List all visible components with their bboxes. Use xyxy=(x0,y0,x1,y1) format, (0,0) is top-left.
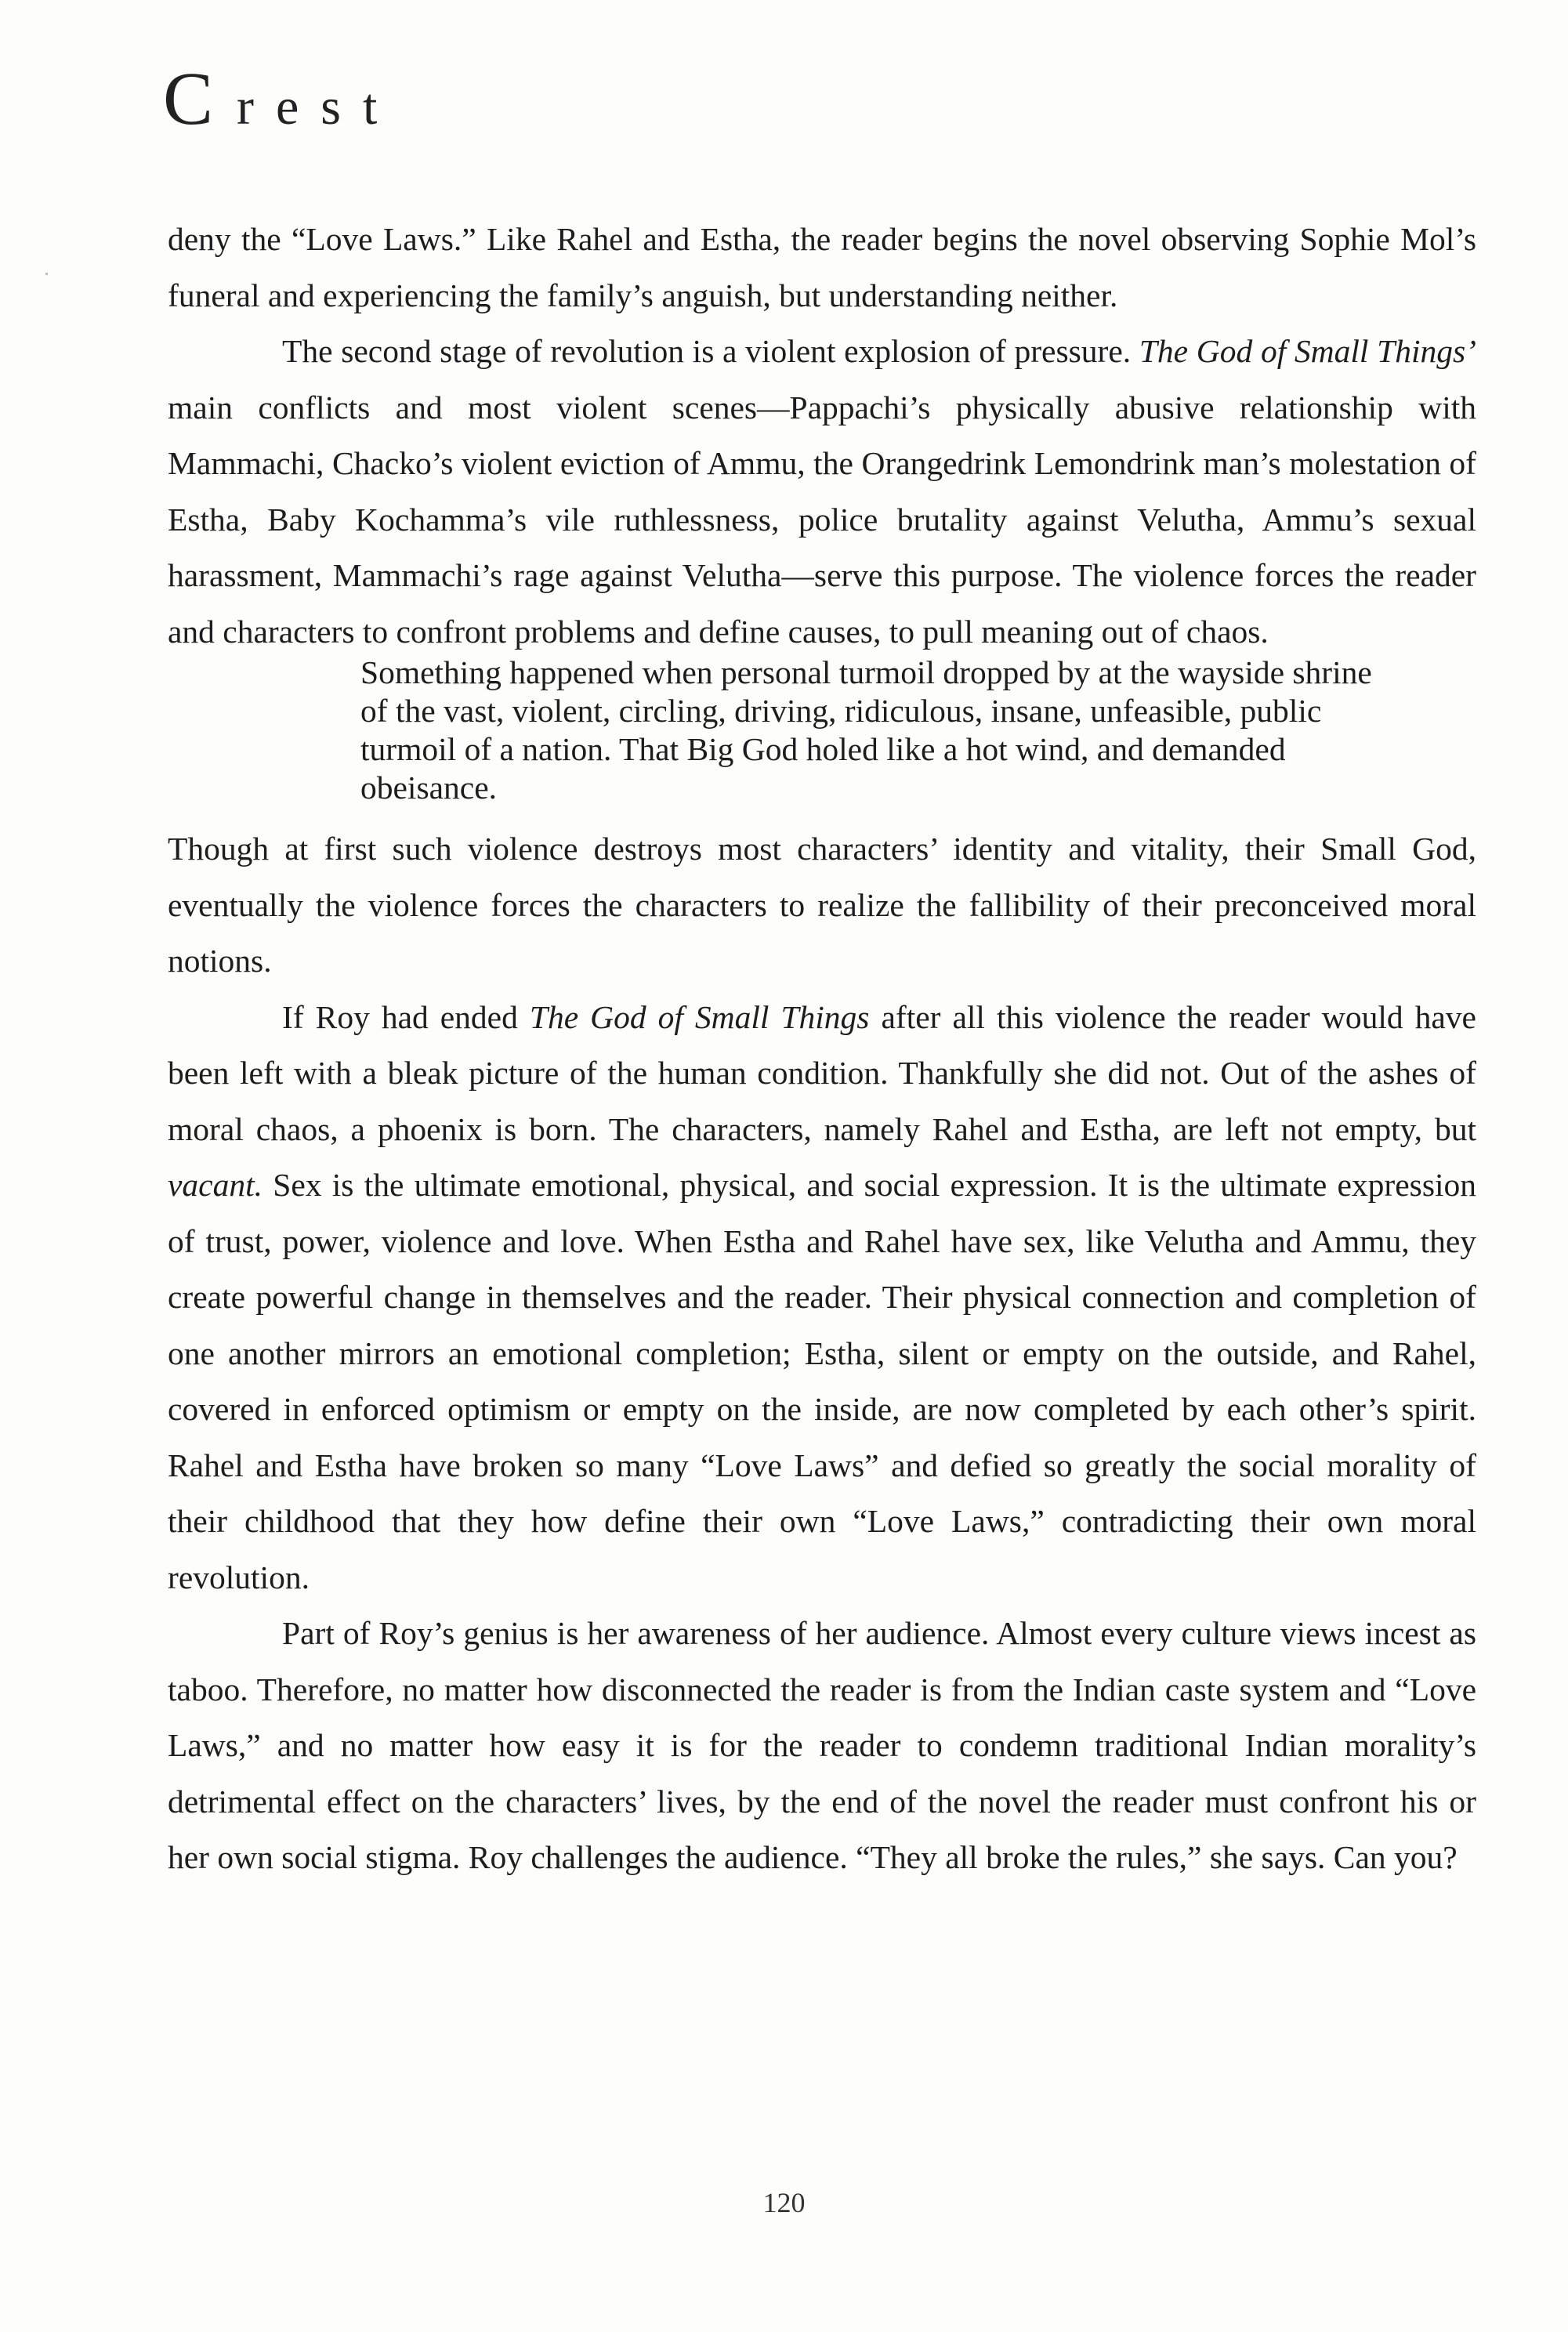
text-run: Something happened when personal turmoil dropped by at the wayside shrine of the vast, violent, circling, driving, ridiculous, insane, unfeasible, public turmoil of a nation. That Big God holed like a hot wind, and demanded obeisance. xyxy=(360,654,1372,806)
paragraph-continuation xyxy=(168,212,1476,324)
text-run: deny the “Love Laws.” Like Rahel and Estha, the reader begins the novel observing Sophie Mol’s funeral and experiencing the family’s anguish, but understanding neither. xyxy=(168,221,1476,313)
journal-header xyxy=(163,56,400,140)
scan-speck xyxy=(45,273,48,275)
journal-title-rest: rest xyxy=(237,78,400,136)
text-run: main conflicts and most violent scenes—Pappachi’s physically abusive relationship with Mammachi, Chacko’s violent eviction of Ammu, the Orangedrink Lemondrink man’s molestation of Estha, Baby Kochamma’s vile ruthlessness, police brutality against Velutha, Ammu’s sexual harassment, Mammachi’s rage against Velutha—serve this purpose. The violence forces the reader and characters to confront problems and define causes, to pull meaning out of chaos. xyxy=(168,389,1476,650)
paragraph-phoenix xyxy=(168,990,1476,1606)
italic-text-run: The God of Small Things’ xyxy=(1139,333,1476,369)
italic-text-run: vacant. xyxy=(168,1167,263,1203)
page-number: 120 xyxy=(762,2187,806,2218)
text-run: The second stage of revolution is a violent explosion of pressure. xyxy=(282,333,1139,369)
text-run: If Roy had ended xyxy=(282,998,530,1035)
text-run: Though at first such violence destroys most characters’ identity and vitality, their Small God, eventually the violence forces the characters to realize the fallibility of their preconceived moral notions. xyxy=(168,831,1476,979)
text-run: Sex is the ultimate emotional, physical, and social expression. It is the ultimate expression of trust, power, violence and love. When Estha and Rahel have sex, like Velutha and Ammu, they create powerful change in themselves and the reader. Their physical connection and completion of one another mirrors an emotional completion; Estha, silent or empty on the outside, and Rahel, covered in enforced optimism or empty on the inside, are now completed by each other’s spirit. Rahel and Estha have broken so many “Love Laws” and defied so greatly the social morality of their childhood that they how define their own “Love Laws,” contradicting their own moral revolution. xyxy=(168,1167,1476,1595)
italic-text-run: The God of Small Things xyxy=(529,998,870,1035)
text-run: Part of Roy’s genius is her awareness of her audience. Almost every culture views incest as taboo. Therefore, no matter how disconnected the reader is from the Indian caste system and “Love Laws,” and no matter how easy it is for the reader to condemn traditional Indian morality’s detrimental effect on the characters’ lives, by the end of the novel the reader must confront his or her own social stigma. Roy challenges the audience. “They all broke the rules,” she says. Can you? xyxy=(168,1615,1476,1875)
paragraph-after-quote xyxy=(168,821,1476,990)
paragraph-audience xyxy=(168,1606,1476,1886)
article-body xyxy=(168,212,1476,1886)
text-run: after all this violence the reader would have been left with a bleak picture of the human condition. Thankfully she did not. Out of the ashes of moral chaos, a phoenix is born. The characters, namely Rahel and Estha, are left not empty, but xyxy=(168,998,1476,1147)
paragraph-violence xyxy=(168,324,1476,660)
block-quote xyxy=(168,654,1476,813)
journal-title-initial: C xyxy=(163,56,237,140)
